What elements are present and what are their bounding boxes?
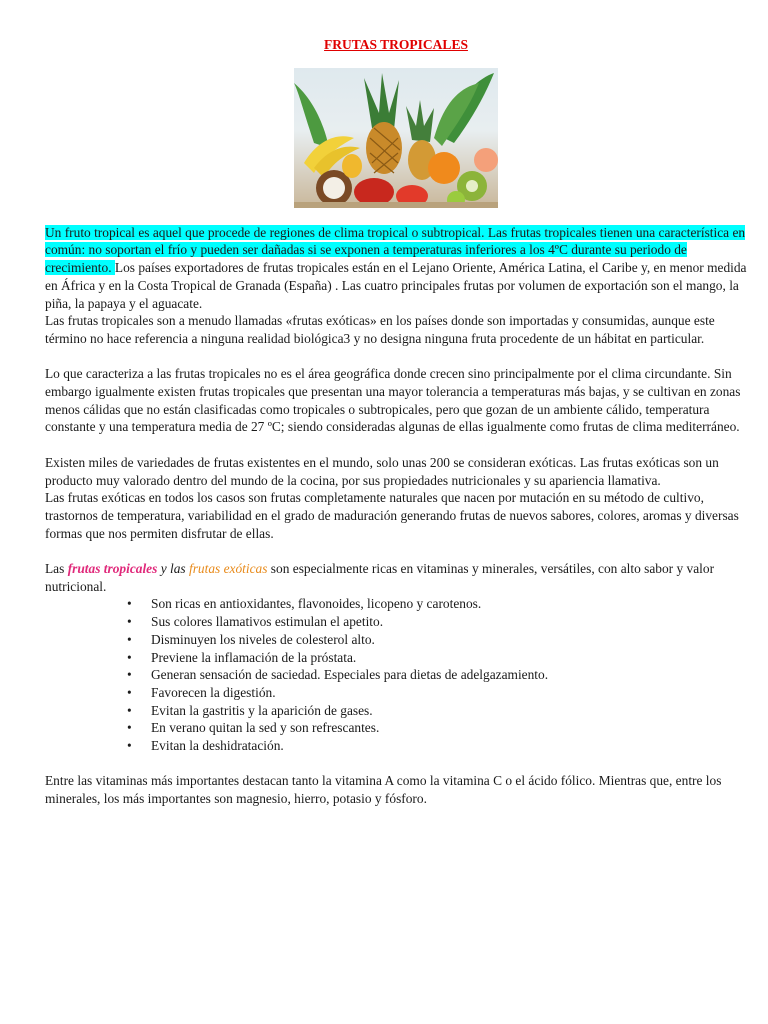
term-frutas-exoticas: frutas exóticas — [188, 561, 268, 577]
page-title: FRUTAS TROPICALES — [324, 37, 468, 52]
nutrition-paragraph: Las frutas tropicales y las frutas exóticas son especialmente ricas en vitaminas y minerales, versátiles, con alto sabor y valor nutricional. — [45, 561, 715, 594]
vitamins-paragraph: Entre las vitaminas más importantes destacan tanto la vitamina A como la vitamina C o el ácido fólico. Mientras que, entre los minerales, los más importantes son magnesio, hierro, potasio y fósforo. — [45, 773, 722, 807]
list-item: • Evitan la deshidratación. — [151, 737, 747, 755]
tropical-fruit-image — [294, 68, 498, 208]
tropical-fruit-illustration — [294, 68, 498, 208]
exporters-text: Los países exportadores de frutas tropicales están en el Lejano Oriente, América Latina, el Caribe y, en menor medida en África y en la Costa Tropical de Granada (España) . Las cuatro principales frutas por volumen de exportación son el mango, la piña, la papaya y el aguacate. — [45, 260, 747, 311]
list-item: • Favorecen la digestión. — [151, 684, 747, 702]
varieties-paragraph: Existen miles de variedades de frutas existentes en el mundo, solo unas 200 se consideran exóticas. Las frutas exóticas son un producto muy valorado dentro del mundo de la cocina, por sus propiedades nutricionales y su apariencia llamativa. — [45, 454, 719, 488]
benefits-list — [45, 595, 747, 754]
list-item: • En verano quitan la sed y son refrescantes. — [151, 719, 747, 737]
list-item: • Disminuyen los niveles de colesterol alto. — [151, 631, 747, 649]
intro-paragraph — [45, 224, 747, 313]
list-item: • Sus colores llamativos estimulan el apetito. — [151, 613, 747, 631]
hero-image-wrap — [45, 68, 747, 208]
document-page — [45, 36, 747, 808]
exotic-name-paragraph: Las frutas tropicales son a menudo llamadas «frutas exóticas» en los países donde son importadas y consumidas, aunque este término no hace referencia a ninguna realidad biológica3 y no designa ninguna fruta procedente de un hábitat en particular. — [45, 313, 715, 346]
highlighted-definition: Un fruto tropical es aquel que procede de regiones de clima tropical o subtropical. Las frutas tropicales tienen una característica en común: no soportan el frío y pueden ser dañadas si se exponen a temperaturas inferiores a los 4ºC durante su periodo de crecimiento. — [45, 224, 746, 276]
list-item: • Generan sensación de saciedad. Especiales para dietas de adelgazamiento. — [151, 666, 747, 684]
list-item: • Evitan la gastritis y la aparición de gases. — [151, 702, 747, 720]
climate-paragraph: Lo que caracteriza a las frutas tropicales no es el área geográfica donde crecen sino principalmente por el clima circundante. Sin embargo igualmente existen frutas tropicales que presentan una mayor tolerancia a temperaturas más bajas, y se cultivan en zonas menos cálidas que no están clasificadas como tropicales o subtropicales, pero que gozan de un ambiente cálido, temperatura constante y una temperatura media de 27 ºC; siendo consideradas algunas de ellas igualmente como frutas de clima mediterráneo. — [45, 366, 741, 435]
list-item: • Previene la inflamación de la próstata. — [151, 649, 747, 667]
mutation-paragraph: Las frutas exóticas en todos los casos son frutas completamente naturales que nacen por mutación en su método de cultivo, trastornos de temperatura, variabilidad en el grado de maduración generando frutas de nuevos sabores, colores, aromas y diversas formas que nos permiten disfrutar de ellas. — [45, 490, 739, 541]
list-item: • Son ricas en antioxidantes, flavonoides, licopeno y carotenos. — [151, 595, 747, 613]
term-frutas-tropicales: frutas tropicales — [67, 561, 158, 577]
